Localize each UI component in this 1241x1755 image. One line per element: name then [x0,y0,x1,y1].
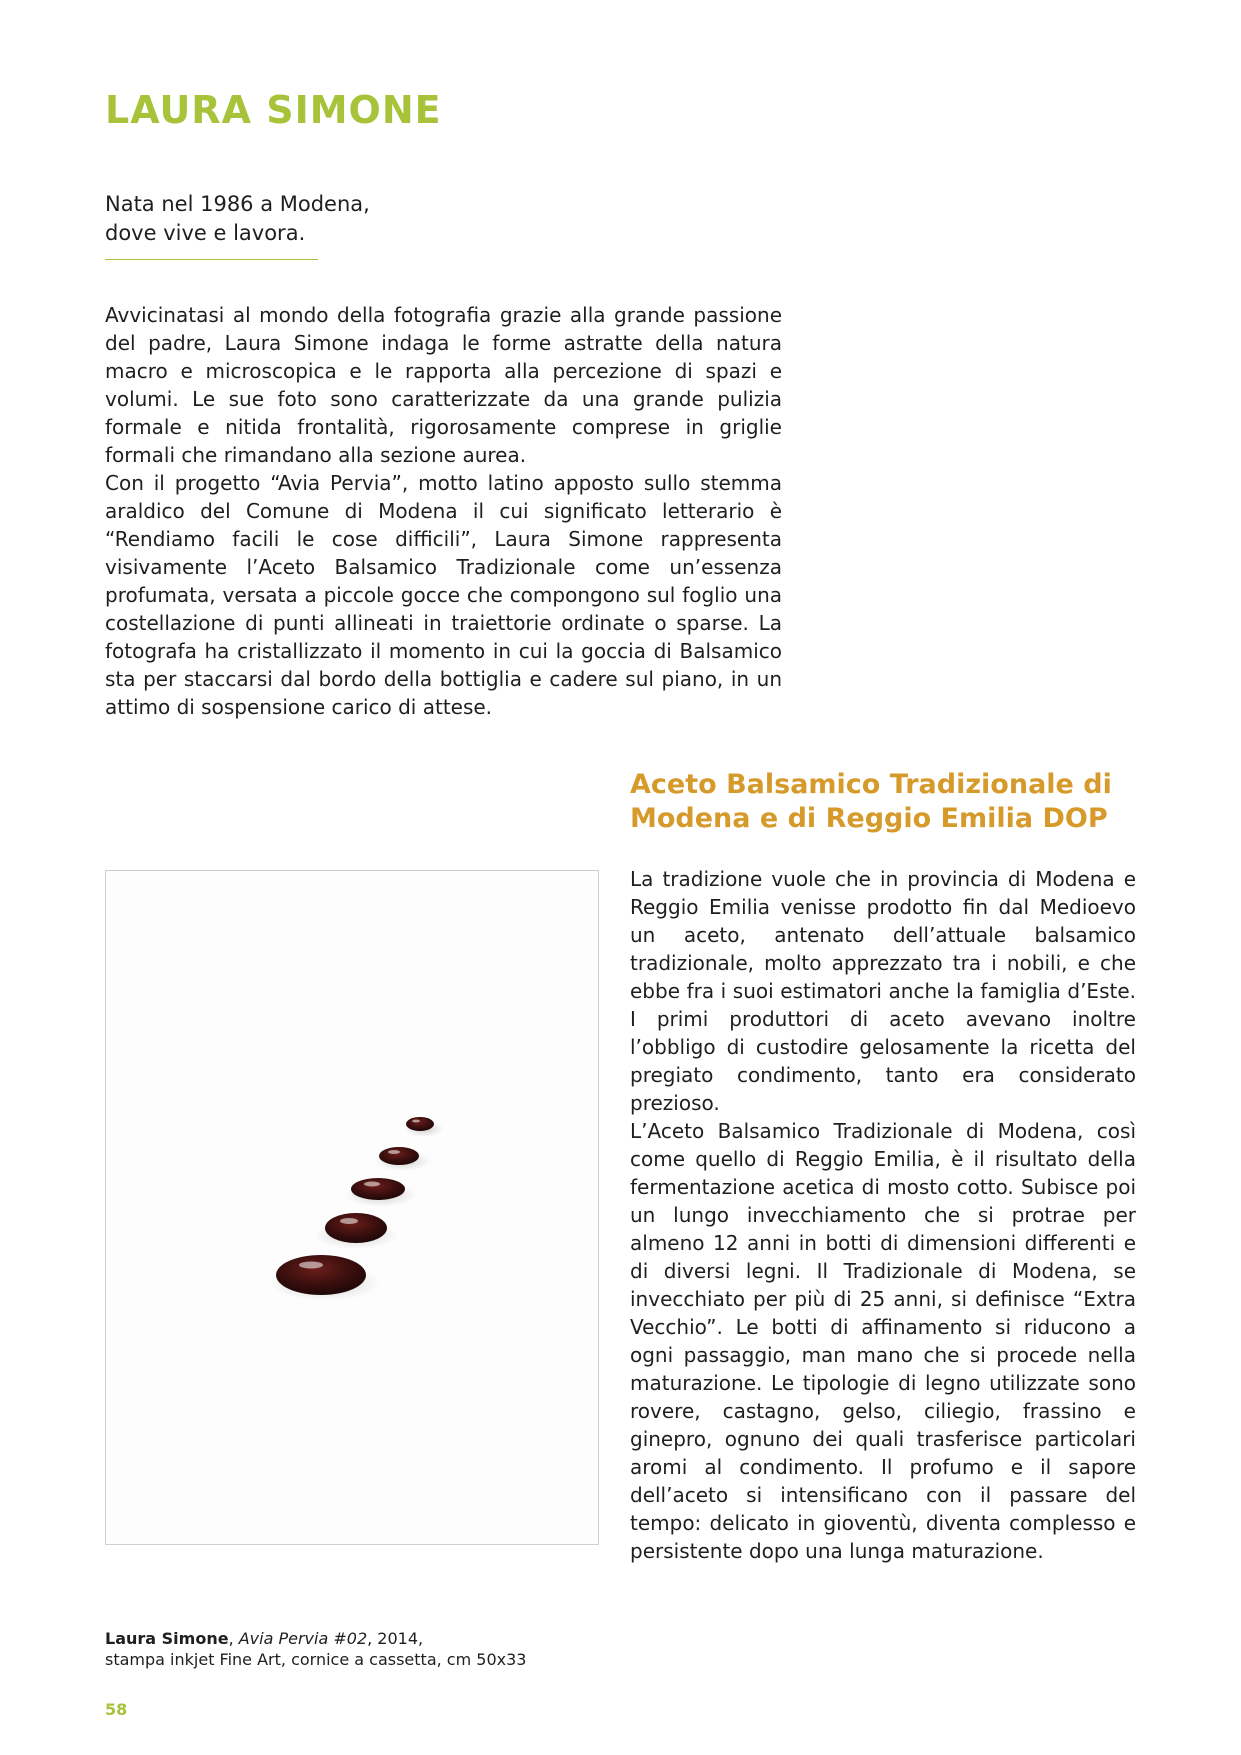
bio-paragraph: Con il progetto “Avia Pervia”, motto latino apposto sullo stemma araldico del Comune di Modena il cui significato letterario è “Rendiamo facili le cose difficili”, Laura Simone rappresenta visivamente l’Aceto Balsamico Tradizionale come un’essenza profumata, versata a piccole gocce che compongono sul foglio una costellazione di punti allineati in traiettorie ordinate o sparse. La fotografa ha cristallizzato il momento in cui la goccia di Balsamico sta per staccarsi dal bordo della bottiglia e cadere sul piano, in un attimo di sospensione carico di attese. [105,471,782,719]
section-body [630,865,1136,1565]
artist-biography [105,301,782,721]
caption-line [105,1628,665,1649]
artwork-photo [105,870,599,1545]
caption-work-title: Avia Pervia #02 [238,1629,368,1648]
caption-line: stampa inkjet Fine Art, cornice a cassetta, cm 50x33 [105,1650,527,1669]
balsamic-drop [406,1117,434,1131]
section-paragraph: L’Aceto Balsamico Tradizionale di Modena, così come quello di Reggio Emilia, è il risultato della fermentazione acetica di mosto cotto. Subisce poi un lungo invecchiamento che si protrae per almeno 12 anni in botti di dimensioni differenti e di diversi legni. Il Tradizionale di Modena, se invecchiato per più di 25 anni, si definisce “Extra Vecchio”. Le botti di affinamento si riducono a ogni passaggio, man mano che si procede nella maturazione. Le tipologie di legno utilizzate sono rovere, castagno, gelso, ciliegio, frassino e ginepro, ognuno dei quali trasferisce particolari aromi al condimento. Il profumo e il sapore dell’aceto si intensificano con il passare del tempo: delicato in gioventù, diventa complesso e persistente dopo una lunga maturazione. [630,1119,1136,1563]
artwork-caption [105,1628,665,1670]
balsamic-drop [325,1213,387,1243]
caption-separator: , [228,1629,239,1648]
balsamic-drop [276,1255,366,1295]
section-paragraph: La tradizione vuole che in provincia di Modena e Reggio Emilia venisse prodotto fin dal Medioevo un aceto, antenato dell’attuale balsamico tradizionale, molto apprezzato tra i nobili, e che ebbe fra i suoi estimatori anche la famiglia d’Este. I primi produttori di aceto avevano inoltre l’obbligo di custodire gelosamente la ricetta del pregiato condimento, tanto era considerato prezioso. [630,867,1136,1115]
caption-artist: Laura Simone [105,1629,229,1648]
intro-line: dove vive e lavora. [105,221,306,245]
artist-intro [105,190,465,248]
page-number: 58 [105,1700,128,1719]
caption-year: , 2014, [367,1629,424,1648]
balsamic-drops-image [106,871,600,1546]
intro-line: Nata nel 1986 a Modena, [105,192,370,216]
balsamic-drop [379,1147,419,1165]
balsamic-drop [351,1178,405,1200]
section-heading: Aceto Balsamico Tradizionale di Modena e di Reggio Emilia DOP [630,769,1112,834]
divider-rule [105,259,318,260]
page-title: LAURA SIMONE [105,88,442,132]
bio-paragraph: Avvicinatasi al mondo della fotografia grazie alla grande passione del padre, Laura Simone indaga le forme astratte della natura macro e microscopica e le rapporta alla percezione di spazi e volumi. Le sue foto sono caratterizzate da una grande pulizia formale e nitida frontalità, rigorosamente comprese in griglie formali che rimandano alla sezione aurea. [105,303,782,467]
